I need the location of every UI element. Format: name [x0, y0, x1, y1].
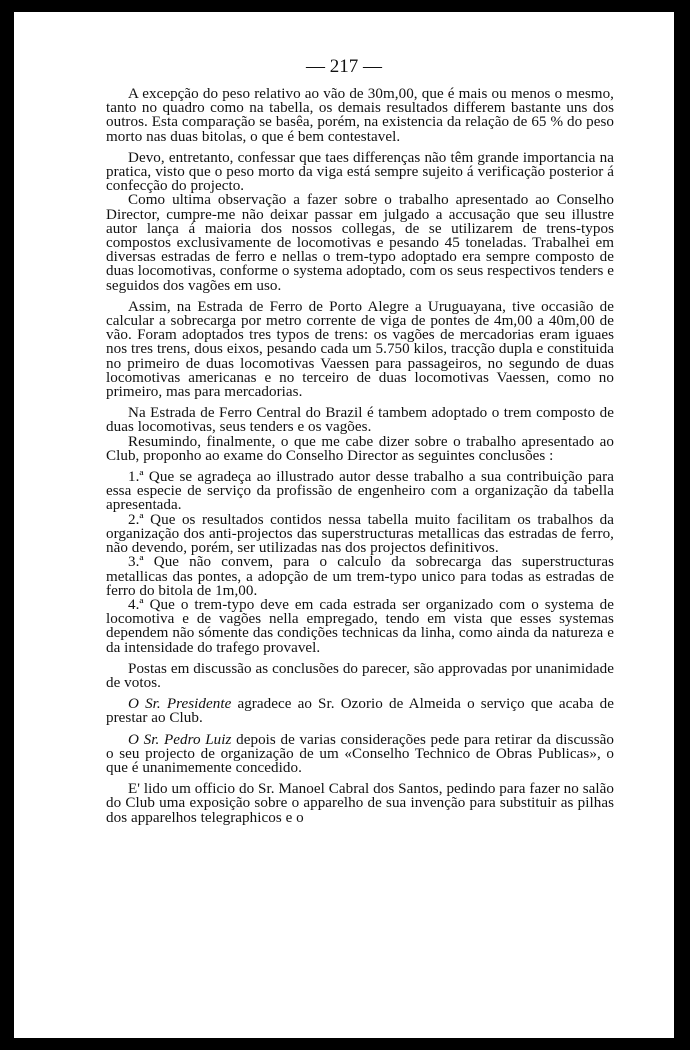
paragraph: E' lido um officio do Sr. Manoel Cabral dos Santos, pedindo para fazer no salão do Club uma exposição sobre o apparelho de sua invenção para substituir as pilhas dos apparelhos telegraphicos e o	[106, 781, 614, 826]
paragraph: Na Estrada de Ferro Central do Brazil é tambem adoptado o trem composto de duas locomotivas, seus tenders e os vagões.	[106, 405, 614, 436]
paragraph: Resumindo, finalmente, o que me cabe dizer sobre o trabalho apresentado ao Club, proponho ao exame do Conselho Director as seguintes conclusões :	[106, 433, 614, 464]
paragraph: 3.ª Que não convem, para o calculo da sobrecarga das superstructuras metallicas das pontes, a adopção de um trem-typo unico para todas as estradas de ferro do bitola de 1m,00.	[106, 554, 614, 599]
paragraph: Como ultima observação a fazer sobre o trabalho apresentado ao Conselho Director, cumpre-me não deixar passar em julgado a accusação que seu illustre autor lança á maioria dos nossos collegas, de se utilizarem de trens-typos compostos exclusivamente de locomotivas e pesando 45 toneladas. Trabalhei em diversas estradas de ferro e nellas o trem-typo adoptado era sempre composto de duas locomotivas, conforme o systema adoptado, com os seus respectivos tenders e seguidos dos vagões em uso.	[106, 192, 614, 294]
paragraph: Assim, na Estrada de Ferro de Porto Alegre a Uruguayana, tive occasião de calcular a sobrecarga por metro corrente de viga de pontes de 4m,00 a 40m,00 de vão. Foram adoptados tres typos de trens: os vagões de mercadorias eram iguaes nos tres trens, dous eixos, pesando cada um 5.750 kilos, tracção dupla e constituida no primeiro de duas locomotivas Vaessen para passageiros, no segundo de duas locomotivas americanas e no terceiro de duas locomotivas Vaessen, como no primeiro, mas para mercadorias.	[106, 298, 614, 401]
paragraph-text: agradece ao Sr. Ozorio de Almeida o serviço que acaba de prestar ao Club.	[106, 696, 614, 727]
paragraph: Devo, entretanto, confessar que taes differenças não têm grande importancia na pratica, visto que o peso morto da viga está sempre sujeito á verificação posterior á confecção do projecto.	[106, 149, 614, 195]
paragraph	[106, 733, 614, 776]
paragraph: A excepção do peso relativo ao vão de 30m,00, que é mais ou menos o mesmo, tanto no quadro como na tabella, os demais resultados differem bastante uns dos outros. Esta comparação se basêa, porém, na existencia da relação de 65 % do peso morto nas duas bitolas, o que é bem contestavel.	[106, 86, 614, 145]
paragraph: 1.ª Que se agradeça ao illustrado autor desse trabalho a sua contribuição para essa especie de serviço da profissão de engenheiro com a organização da tabella apresentada.	[106, 469, 614, 514]
paragraph: Postas em discussão as conclusões do parecer, são approvadas por unanimidade de votos.	[106, 660, 614, 691]
speaker-name: O Sr. Presidente	[128, 696, 232, 713]
paragraph: 2.ª Que os resultados contidos nessa tabella muito facilitam os trabalhos da organização dos anti-projectos das superstructuras metallicas das estradas de ferro, não devendo, porém, ser utilizadas nas dos projectos definitivos.	[106, 511, 614, 557]
body-text	[106, 87, 614, 832]
paragraph: 4.ª Que o trem-typo deve em cada estrada ser organizado com o systema de locomotiva e de vagões nella empregado, tendo em vista que esses systemas dependem não sómente das condições technicas da linha, como ainda da natureza e da intensidade do trafego provavel.	[106, 596, 614, 656]
speaker-name: O Sr. Pedro Luiz	[128, 731, 232, 748]
page-number: — 217 —	[306, 56, 382, 77]
paragraph-text: depois de varias considerações pede para retirar da discussão o seu projecto de organização de um «Conselho Technico de Obras Publicas», o que é unanimemente concedido.	[106, 731, 614, 776]
paragraph	[106, 697, 614, 725]
document-page	[14, 12, 674, 1038]
